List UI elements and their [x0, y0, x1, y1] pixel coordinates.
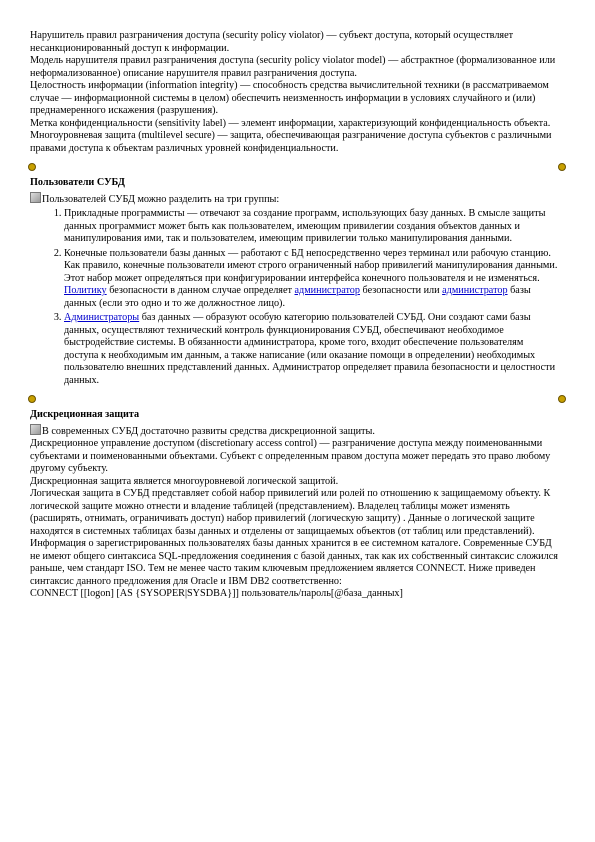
broken-image-icon: [30, 192, 41, 203]
anchor-marker-icon[interactable]: [28, 395, 36, 403]
list-item-text: безопасности в данном случае определяет: [106, 285, 295, 296]
list-item-text: базы данных (если это одно и то же должностное лицо).: [64, 285, 531, 309]
list-item-text: баз данных — образуют особую категорию пользователей СУБД. Они создают сами базы данных, осуществляют технический контроль функционирования СУБД, обеспечивают необходимое быстродействие системы. В обязанности администратора, кроме того, входит обеспечение пользователям доступа к необходимым им данным, а также написание (или оказание помощи в определении) необходимых пользователю внешних представлений данных. Администратор определяет правила безопасности и целостности данных.: [64, 312, 556, 386]
intro-paragraph: Целостность информации (information integrity) — способность средства вычислительной техники (в рассматриваемом случае — информационной системы в целом) обеспечить неизменность информации в условиях случайного и (или) преднамеренного искажения (разрушения).: [30, 80, 549, 116]
section-lead: [30, 424, 560, 439]
body-paragraph: Дискреционная защита является многоуровневой логической защитой.: [30, 475, 339, 487]
list-item-text: Конечные пользователи базы данных — работают с БД непосредственно через терминал или рабочую станцию. Как правило, конечные пользователи имеют строго ограниченный набор привилегий манипулирования данными. Этот набор может определяться при конфигурировании интерфейса конечного пользователя и не изменяться.: [64, 247, 558, 284]
list-item-text: Прикладные программисты — отвечают за создание программ, использующих базу данных. В смысле защиты данных программист может быть как пользователем, имеющим привилегии создания объектов данных и манипулирования ими, так и пользователем, имеющим привилегии только манипулирования данными.: [64, 208, 546, 244]
administrator-link[interactable]: администратор: [294, 285, 360, 296]
list-item: [64, 208, 560, 246]
anchor-marker-icon[interactable]: [558, 163, 566, 171]
list-item: [64, 312, 560, 387]
section-anchor-row: [30, 393, 560, 407]
lead-text: В современных СУБД достаточно развиты средства дискреционной защиты.: [42, 425, 375, 437]
body-paragraph: Информация о зарегистрированных пользователях базы данных хранится в ее системном каталоге. Современные СУБД не имеют общего синтаксиса SQL-предложения соединения с базой данных, так как их собственный синтаксис сложился раньше, чем стандарт ISO. Тем не менее часто таким ключевым предложением является CONNECT. Ниже приведен синтаксис данного предложения для Oracle и IBM DB2 соответственно:: [30, 538, 558, 587]
anchor-marker-icon[interactable]: [558, 395, 566, 403]
administrators-link[interactable]: Администраторы: [64, 312, 140, 323]
syntax-line: CONNECT [[logon] [AS {SYSOPER|SYSDBA}]] пользователь/пароль[@база_данных]: [30, 588, 403, 599]
section-heading: Пользователи СУБД: [30, 177, 125, 188]
list-item-text: безопасности или: [360, 285, 443, 296]
intro-paragraph: Модель нарушителя правил разграничения доступа (security policy violator model) — абстрактное (формализованное или неформализованное) описание нарушителя правил разграничения доступа.: [30, 55, 556, 79]
intro-block: [30, 30, 560, 155]
anchor-marker-icon[interactable]: [28, 163, 36, 171]
intro-paragraph: Метка конфиденциальности (sensitivity label) — элемент информации, характеризующий конфиденциальность объекта.: [30, 117, 551, 129]
broken-image-icon: [30, 424, 41, 435]
document-page: [30, 30, 560, 601]
body-paragraph: Логическая защита в СУБД представляет собой набор привилегий или ролей по отношению к защищаемому объекту. К логической защите можно отнести и владение таблицей (представлением). Владелец таблицы может изменять (расширять, отнимать, ограничивать доступ) набор привилегий (логическую защиту) . Данные о логической защите находятся в системных таблицах базы данных и отделены от защищаемых объектов (от таблиц или представлений).: [30, 488, 551, 537]
policy-link[interactable]: Политику: [64, 285, 107, 296]
user-groups-list: [30, 208, 560, 387]
section-anchor-row: [30, 161, 560, 175]
body-paragraph: Дискреционное управление доступом (discretionary access control) — разграничение доступа между поименованными субъектами и поименованными объектами. Субъект с определенным правом доступа может передать это право любому другому субъекту.: [30, 438, 551, 474]
intro-paragraph: Нарушитель правил разграничения доступа (security policy violator) — субъект доступа, который осуществляет несанкционированный доступ к информации.: [30, 30, 514, 54]
section-lead: [30, 192, 560, 207]
intro-paragraph: Многоуровневая защита (multilevel secure) — защита, обеспечивающая разграничение доступа субъектов с различными правами доступа к объектам различных уровней конфиденциальности.: [30, 130, 552, 154]
section-heading: Дискреционная защита: [30, 409, 140, 420]
administrator-link[interactable]: администратор: [442, 285, 508, 296]
list-item: [64, 248, 560, 311]
lead-text: Пользователей СУБД можно разделить на три группы:: [42, 193, 280, 205]
